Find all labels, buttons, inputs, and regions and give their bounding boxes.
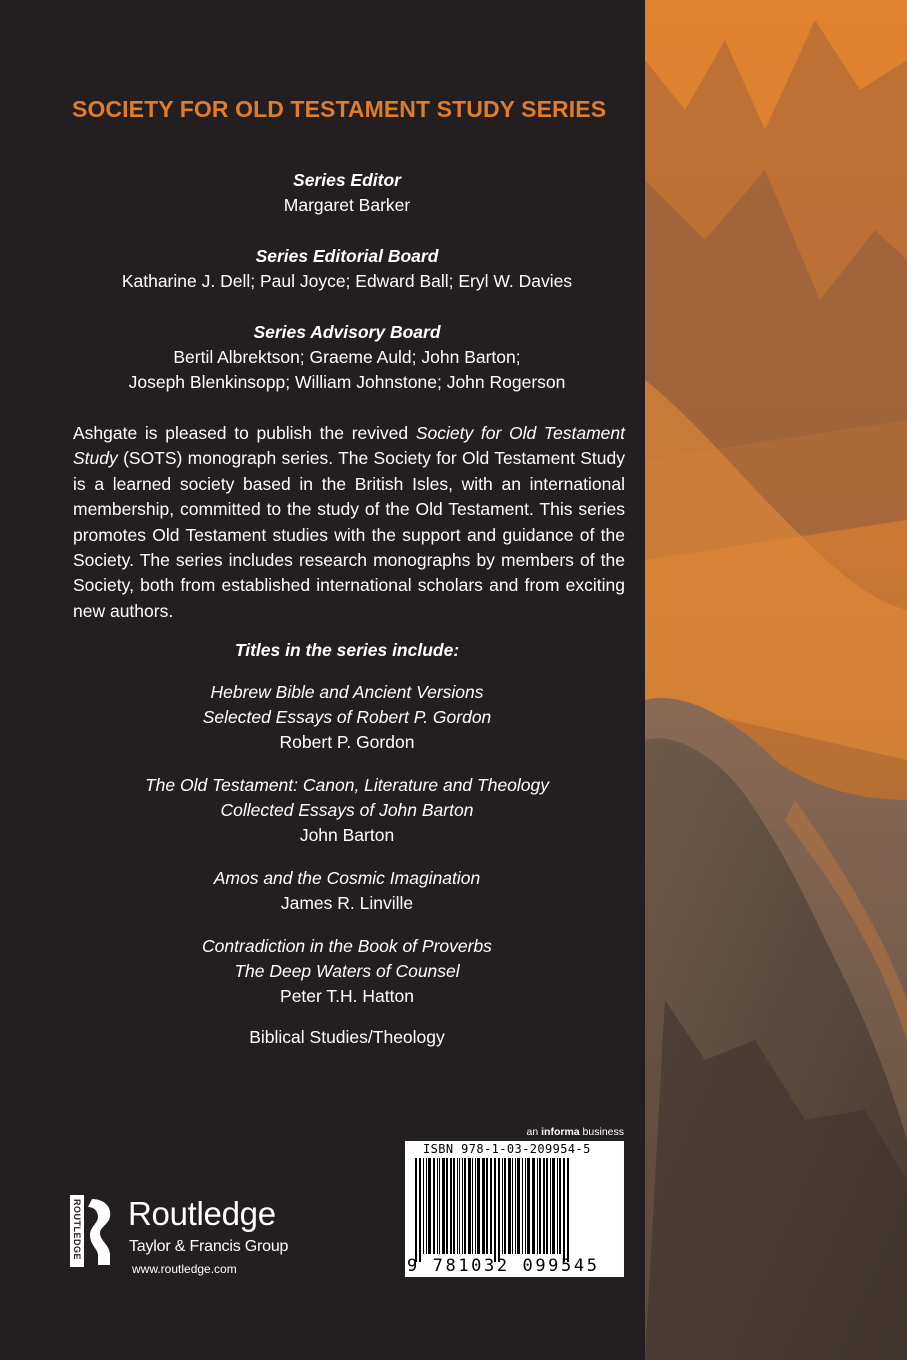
barcode-bar <box>486 1158 488 1254</box>
barcode-bar <box>472 1158 473 1254</box>
description-part-1: Ashgate is pleased to publish the revived <box>73 423 416 443</box>
barcode-bar <box>442 1158 445 1254</box>
book-entry <box>62 866 632 916</box>
barcode-bar <box>446 1158 448 1254</box>
titles-heading: Titles in the series include: <box>234 640 460 660</box>
publisher-url: www.routledge.com <box>132 1262 237 1276</box>
barcode-bar <box>504 1158 506 1254</box>
book-subtitle: The Deep Waters of Counsel <box>234 961 460 981</box>
barcode-bar <box>494 1158 496 1262</box>
barcode-bar <box>537 1158 538 1254</box>
barcode-bar <box>419 1158 421 1262</box>
barcode-bar <box>559 1158 561 1254</box>
barcode-bar <box>543 1158 545 1254</box>
advisory-board-line-2: Joseph Blenkinsopp; William Johnstone; John Rogerson <box>128 372 566 392</box>
barcode-bar <box>423 1158 424 1254</box>
description-part-2: (SOTS) monograph series. The Society for Old Testament Study is a learned society based in the British Isles, with an international membership, committed to the study of the Old Testament. This series promotes Old Testament studies with the support and guidance of the Society. The series includes research monographs by members of the Society, both from established international scholars and from exciting new authors. <box>73 448 625 621</box>
book-entry <box>62 773 632 848</box>
barcode-bar <box>453 1158 455 1254</box>
book-author: John Barton <box>299 825 395 845</box>
routledge-logo <box>70 1195 320 1285</box>
barcode-bar <box>546 1158 548 1254</box>
barcode-bar <box>552 1158 555 1254</box>
barcode-bar <box>426 1158 427 1254</box>
barcode-bar <box>468 1158 471 1254</box>
informa-word: informa <box>541 1126 580 1138</box>
barcode-bar <box>563 1158 565 1262</box>
category-label: Biblical Studies/Theology <box>249 1027 445 1047</box>
publisher-group: Taylor & Francis Group <box>129 1238 289 1255</box>
barcode-bar <box>482 1158 485 1254</box>
book-title: Contradiction in the Book of Proverbs <box>202 936 492 956</box>
barcode-bar <box>490 1158 492 1254</box>
book-title: Amos and the Cosmic Imagination <box>213 868 481 888</box>
book-subtitle: Collected Essays of John Barton <box>220 800 474 820</box>
editorial-board-members: Katharine J. Dell; Paul Joyce; Edward Ball; Eryl W. Davies <box>121 271 573 291</box>
advisory-board-heading: Series Advisory Board <box>253 322 441 342</box>
barcode-bar <box>475 1158 476 1254</box>
barcode-bar <box>437 1158 438 1254</box>
barcode-bar <box>459 1158 460 1254</box>
editorial-board-section <box>62 244 632 294</box>
barcode-bar <box>522 1158 523 1254</box>
book-author: Robert P. Gordon <box>279 732 415 752</box>
barcode-bar <box>433 1158 435 1254</box>
barcode-bar <box>517 1158 520 1254</box>
book-entry <box>62 680 632 755</box>
informa-tagline <box>527 1126 624 1138</box>
barcode-bar <box>512 1158 513 1254</box>
series-editor-section <box>62 168 632 218</box>
isbn-text: ISBN 978-1-03-209954-5 <box>423 1142 591 1156</box>
barcode-bar <box>498 1158 500 1262</box>
book-title: Hebrew Bible and Ancient Versions <box>210 682 484 702</box>
advisory-board-section <box>62 320 632 395</box>
barcode-bar <box>428 1158 431 1254</box>
description-italic: Society for Old Testament Study <box>73 423 626 469</box>
barcode <box>405 1141 624 1277</box>
editorial-board-heading: Series Editorial Board <box>255 246 439 266</box>
barcode-bar <box>439 1158 440 1254</box>
series-description <box>73 421 625 624</box>
publisher-name: Routledge <box>128 1195 276 1232</box>
series-title: SOCIETY FOR OLD TESTAMENT STUDY SERIES <box>72 96 607 122</box>
barcode-bar <box>502 1158 503 1254</box>
barcode-bar <box>457 1158 458 1254</box>
series-editor-heading: Series Editor <box>293 170 401 190</box>
informa-prefix: an <box>526 1126 542 1138</box>
barcode-bar <box>539 1158 541 1254</box>
barcode-bar <box>525 1158 526 1254</box>
subject-category <box>62 1025 632 1050</box>
book-subtitle: Selected Essays of Robert P. Gordon <box>202 707 492 727</box>
barcode-bar <box>527 1158 530 1254</box>
book-author: Peter T.H. Hatton <box>280 986 414 1006</box>
routledge-vertical-text: ROUTLEDGE <box>72 1199 82 1261</box>
barcode-bar <box>508 1158 511 1254</box>
informa-suffix: business <box>579 1126 624 1138</box>
series-editor-name: Margaret Barker <box>283 195 411 215</box>
barcode-bar <box>550 1158 551 1254</box>
book-title: The Old Testament: Canon, Literature and Theology <box>144 775 550 795</box>
barcode-bar <box>567 1158 569 1262</box>
barcode-bar <box>557 1158 558 1254</box>
barcode-bar <box>464 1158 466 1254</box>
mountain-artwork <box>645 0 907 1360</box>
barcode-bar <box>462 1158 463 1254</box>
barcode-bar <box>415 1158 417 1262</box>
barcode-digits: 9 781032 099545 <box>407 1256 600 1276</box>
barcode-bar <box>515 1158 516 1254</box>
book-author: James R. Linville <box>280 893 414 913</box>
barcode-bar <box>477 1158 480 1254</box>
barcode-bar <box>450 1158 452 1254</box>
isbn-barcode-area <box>405 1126 624 1278</box>
book-entry <box>62 934 632 1009</box>
advisory-board-line-1: Bertil Albrektson; Graeme Auld; John Barton; <box>173 347 521 367</box>
titles-heading-block <box>62 638 632 663</box>
barcode-bar <box>532 1158 535 1254</box>
